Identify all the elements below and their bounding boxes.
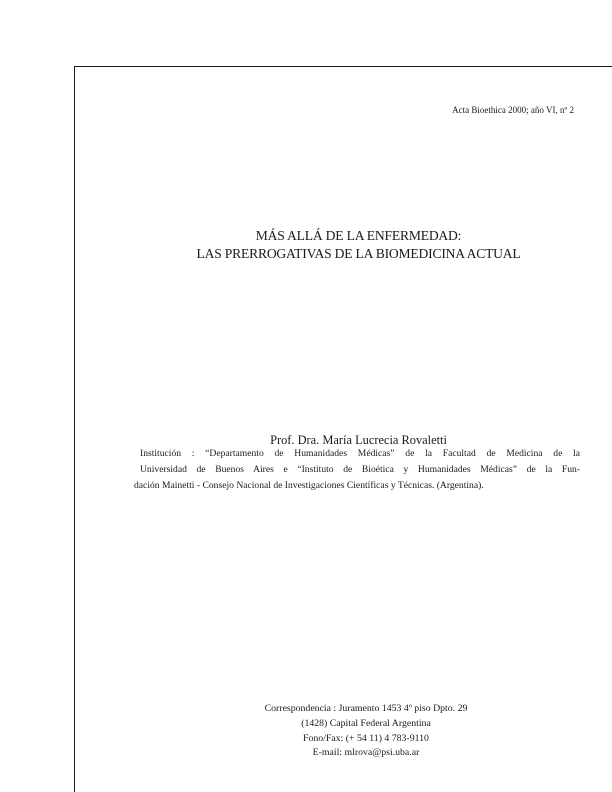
affiliation-line-2: Universidad de Buenos Aires e “Instituto de Bioética y Humanidades Médicas” de la Fun- <box>140 464 580 475</box>
author-name: Prof. Dra. María Lucrecia Rovaletti <box>270 433 447 447</box>
correspondence-email: E-mail: mlrova@psi.uba.ar <box>312 747 420 758</box>
frame-top-rule <box>74 66 612 67</box>
article-title-line-1: MÁS ALLÁ DE LA ENFERMEDAD: <box>255 228 462 243</box>
correspondence-phone: Fono/Fax: (+ 54 11) 4 783-9110 <box>303 733 429 744</box>
correspondence-city: (1428) Capital Federal Argentina <box>301 718 431 729</box>
journal-reference: Acta Bioethica 2000; año VI, nº 2 <box>452 105 574 115</box>
article-title-line-2: LAS PRERROGATIVAS DE LA BIOMEDICINA ACTUAL <box>196 246 521 261</box>
frame-left-rule <box>74 66 75 792</box>
correspondence-address: Correspondencia : Juramento 1453 4º piso Dpto. 29 <box>264 703 468 714</box>
affiliation-line-1: Institución : “Departamento de Humanidades Médicas” de la Facultad de Medicina de la <box>140 448 580 459</box>
affiliation-line-3: dación Mainetti - Consejo Nacional de Investigaciones Científicas y Técnicas. (Argentina). <box>134 480 484 491</box>
